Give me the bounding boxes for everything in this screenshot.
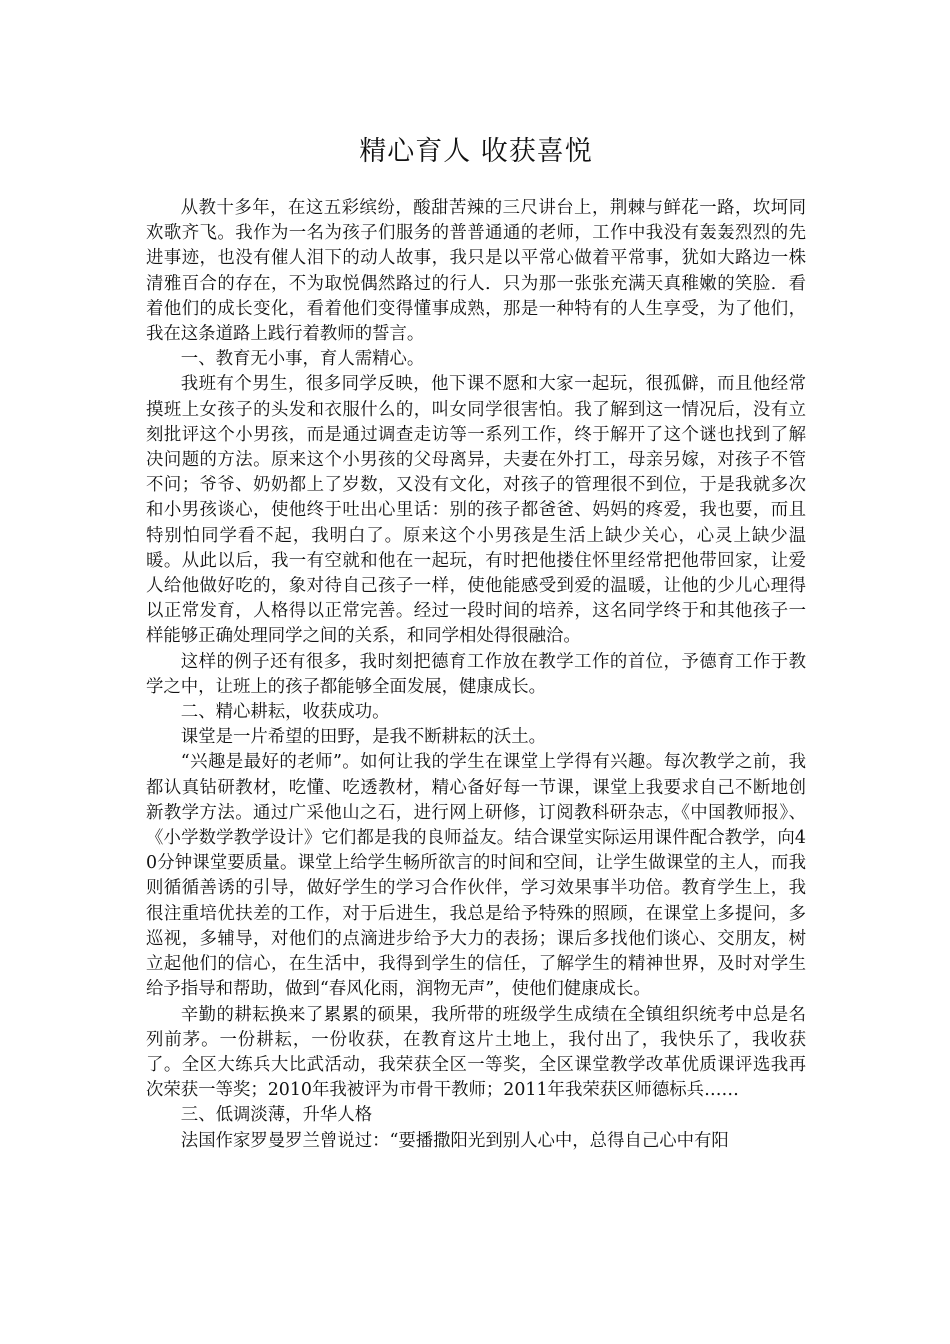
paragraph-classroom: 课堂是一片希望的田野，是我不断耕耘的沃土。 <box>180 727 547 748</box>
section-heading-3: 三、低调淡薄，升华人格 <box>180 1105 373 1126</box>
paragraph-achievements: 辛勤的耕耘换来了累累的硕果，我所带的班级学生成绩在全镇组织统考中总是名列前茅。一份耕耘，一份收获，在教育这片土地上，我付出了，我快乐了，我收获了。全区大练兵大比武活动，我荣获全区一等奖，全区课堂教学改革优质课评选我再次荣获一等奖；2010年我被评为市骨干教师；2011年我荣获区师德标兵…… <box>146 1004 806 1101</box>
document-page <box>146 128 806 1154</box>
paragraph-moral-education: 这样的例子还有很多，我时刻把德育工作放在教学工作的首位，予德育工作于教学之中，让班上的孩子都能够全面发展，健康成长。 <box>146 651 806 697</box>
section-heading-2: 二、精心耕耘，收获成功。 <box>180 702 390 723</box>
document-title: 精心育人 收获喜悦 <box>359 136 593 167</box>
section-heading-1: 一、教育无小事，育人需精心。 <box>180 349 425 370</box>
paragraph-teaching: “兴趣是最好的老师”。如何让我的学生在课堂上学得有兴趣。每次教学之前，我都认真钻研教材，吃懂、吃透教材，精心备好每一节课，课堂上我要求自己不断地创新教学方法。通过广采他山之石，进行网上研修，订阅教科研杂志，《中国教师报》、《小学数学教学设计》它们都是我的良师益友。结合课堂实际运用课件配合教学，向40分钟课堂要质量。课堂上给学生畅所欲言的时间和空间，让学生做课堂的主人，而我则循循善诱的引导，做好学生的学习合作伙伴，学习效果事半功倍。教育学生上，我很注重培优扶差的工作，对于后进生，我总是给予特殊的照顾，在课堂上多提问，多巡视，多辅导，对他们的点滴进步给予大力的表扬；课后多找他们谈心、交朋友，树立起他们的信心，在生活中，我得到学生的信任，了解学生的精神世界，及时对学生给予指导和帮助，做到“春风化雨，润物无声”，使他们健康成长。 <box>146 752 806 1000</box>
paragraph-quote: 法国作家罗曼罗兰曾说过：“要播撒阳光到别人心中，总得自己心中有阳 <box>180 1130 729 1151</box>
paragraph-story: 我班有个男生，很多同学反映，他下课不愿和大家一起玩，很孤僻，而且他经常摸班上女孩子的头发和衣服什么的，叫女同学很害怕。我了解到这一情况后，没有立刻批评这个小男孩，而是通过调查走访等一系列工作，终于解开了这个谜也找到了解决问题的方法。原来这个小男孩的父母离异，夫妻在外打工，母亲另嫁，对孩子不管不问；爷爷、奶奶都上了岁数，又没有文化，对孩子的管理很不到位，于是我就多次和小男孩谈心，使他终于吐出心里话：别的孩子都爸爸、妈妈的疼爱，我也要，而且特别怕同学看不起，我明白了。原来这个小男孩是生活上缺少关心，心灵上缺少温暖。从此以后，我一有空就和他在一起玩，有时把他搂住怀里经常把他带回家，让爱人给他做好吃的，象对待自己孩子一样，使他能感受到爱的温暖，让他的少儿心理得以正常发育，人格得以正常完善。经过一段时间的培养，这名同学终于和其他孩子一样能够正确处理同学之间的关系，和同学相处得很融洽。 <box>146 374 806 647</box>
paragraph-intro: 从教十多年，在这五彩缤纷，酸甜苦辣的三尺讲台上，荆棘与鲜花一路，坎坷同欢歌齐飞。我作为一名为孩子们服务的普普通通的老师，工作中我没有轰轰烈烈的先进事迹，也没有催人泪下的动人故事，我只是以平常心做着平常事，犹如大路边一株清雅百合的存在，不为取悦偶然路过的行人．只为那一张张充满天真稚嫩的笑脸．看着他们的成长变化，看着他们变得懂事成熟，那是一种特有的人生享受，为了他们，我在这条道路上践行着教师的誓言。 <box>146 198 806 345</box>
